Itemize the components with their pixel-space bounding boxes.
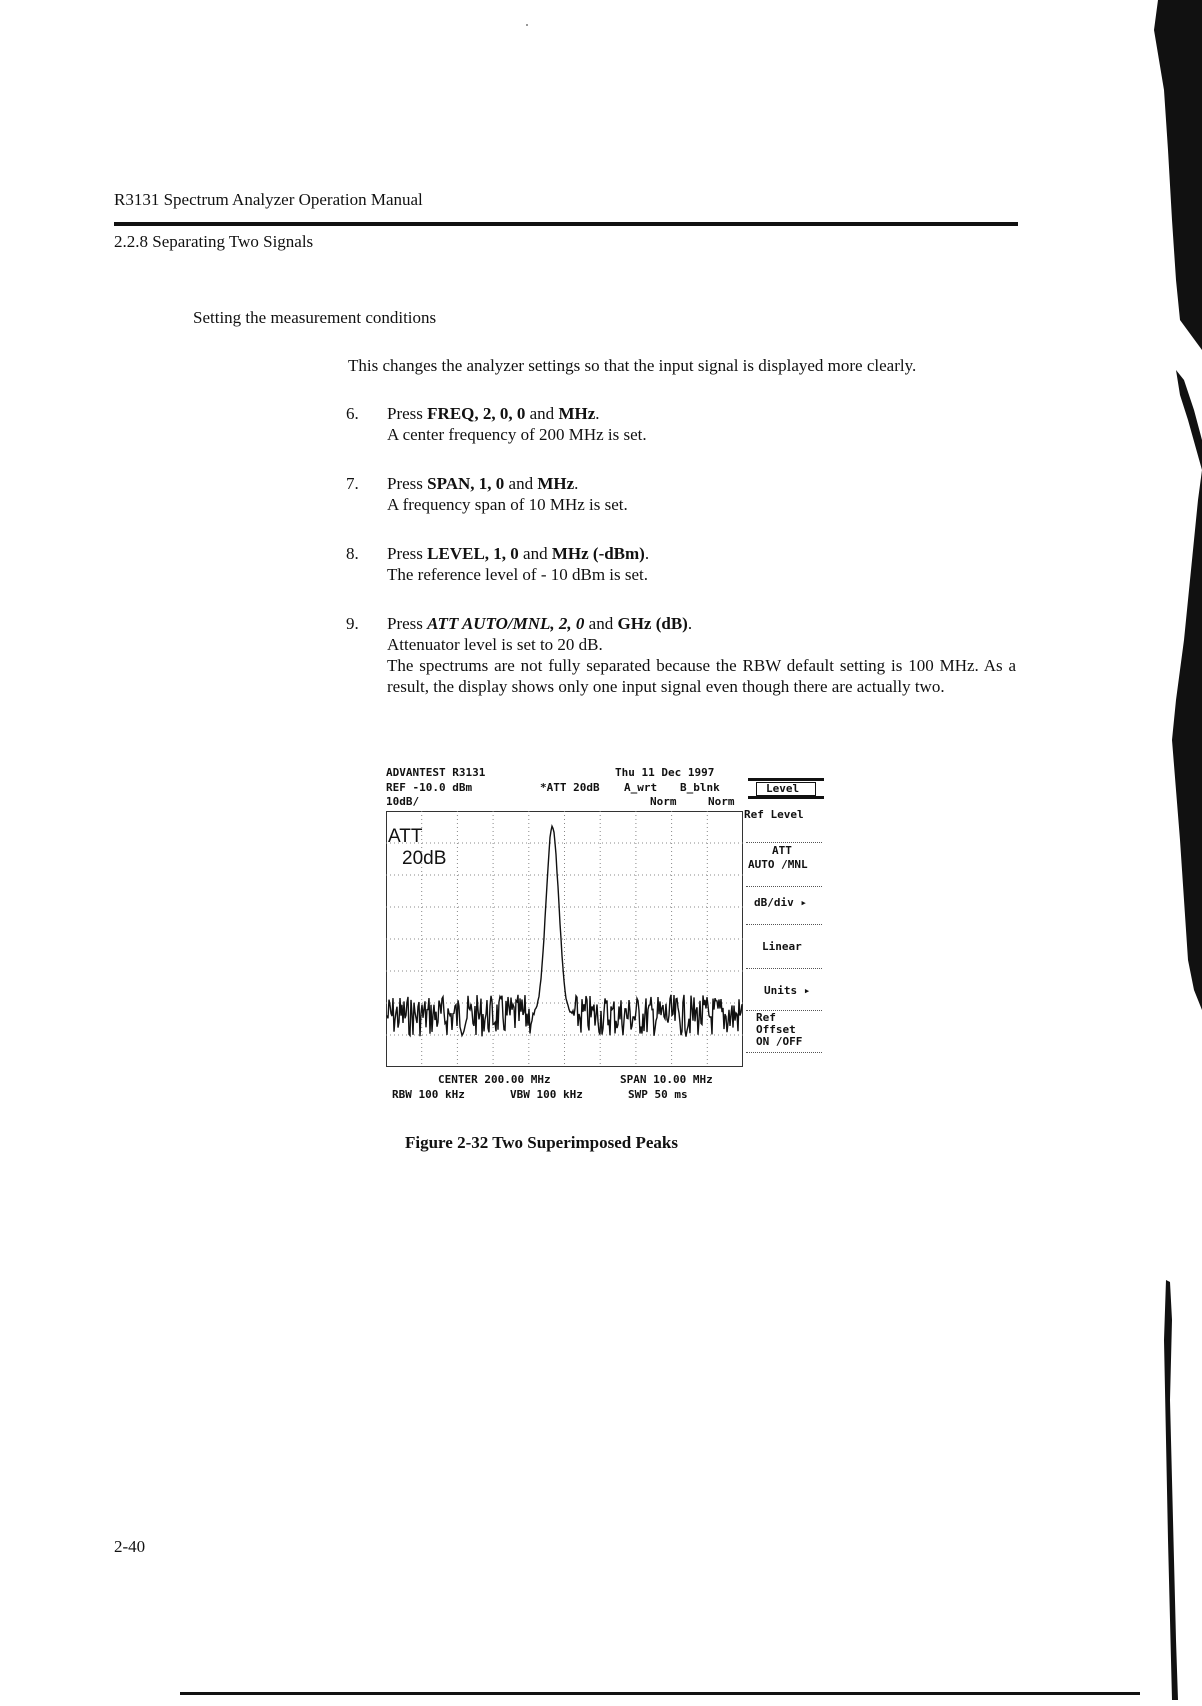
softkey-ref-offset-line1[interactable]: Ref bbox=[756, 1011, 776, 1024]
step-number: 6. bbox=[346, 404, 359, 423]
step-8 bbox=[346, 543, 1016, 585]
scan-edge-shadow bbox=[1092, 0, 1202, 1706]
step-text: . bbox=[574, 474, 579, 493]
att-overlay-label: ATT bbox=[388, 826, 423, 847]
menu-title: Level bbox=[766, 782, 800, 795]
step-description: A frequency span of 10 MHz is set. bbox=[387, 495, 628, 514]
screen-rbw: RBW 100 kHz bbox=[392, 1088, 465, 1101]
key-sequence: FREQ, 2, 0, 0 bbox=[427, 404, 526, 423]
section-title: 2.2.8 Separating Two Signals bbox=[114, 232, 314, 251]
menu-rule bbox=[748, 796, 824, 799]
softkey-divider bbox=[746, 1052, 822, 1054]
key-sequence: ATT AUTO/MNL, 2, 0 bbox=[427, 614, 585, 633]
bottom-scan-edge bbox=[180, 1692, 1140, 1695]
key-sequence: LEVEL, 1, 0 bbox=[427, 544, 519, 563]
softkey-ref-level[interactable]: Ref Level bbox=[744, 808, 804, 821]
step-text: and bbox=[504, 474, 538, 493]
step-text: Press bbox=[387, 474, 428, 493]
screen-center: CENTER 200.00 MHz bbox=[438, 1073, 551, 1086]
key-unit: MHz (-dBm) bbox=[551, 544, 645, 563]
screen-date: Thu 11 Dec 1997 bbox=[615, 766, 715, 779]
softkey-divider bbox=[746, 924, 822, 926]
intro-paragraph: This changes the analyzer settings so that the input signal is displayed more clearly. bbox=[348, 356, 917, 375]
softkey-divider bbox=[746, 886, 822, 888]
softkey-ref-offset-line3[interactable]: ON /OFF bbox=[756, 1035, 803, 1048]
page-number: 2-40 bbox=[114, 1537, 146, 1556]
step-6 bbox=[346, 403, 1016, 445]
key-unit: MHz bbox=[558, 404, 596, 423]
screen-span: SPAN 10.00 MHz bbox=[620, 1073, 713, 1086]
softkey-att[interactable]: ATT bbox=[772, 844, 792, 857]
figure-caption: Figure 2-32 Two Superimposed Peaks bbox=[405, 1133, 678, 1152]
key-unit: MHz bbox=[537, 474, 575, 493]
step-description: The reference level of - 10 dBm is set. bbox=[387, 565, 649, 584]
step-explanation: The spectrums are not fully separated because the RBW default setting is 100 MHz. As a result, the display shows only one input signal even though there are actually two. bbox=[387, 656, 1016, 696]
softkey-ref-offset-line2[interactable]: Offset bbox=[756, 1023, 796, 1036]
screen-trace-b: B_blnk bbox=[680, 781, 720, 794]
screen-norm-a: Norm bbox=[650, 795, 677, 808]
screen-swp: SWP 50 ms bbox=[628, 1088, 688, 1101]
step-text: . bbox=[687, 614, 693, 633]
manual-title: R3131 Spectrum Analyzer Operation Manual bbox=[114, 190, 423, 209]
softkey-att-mode[interactable]: AUTO /MNL bbox=[748, 858, 808, 871]
screen-vbw: VBW 100 kHz bbox=[510, 1088, 583, 1101]
screen-norm-b: Norm bbox=[708, 795, 735, 808]
step-text: . bbox=[595, 404, 600, 423]
step-text: . bbox=[644, 544, 650, 563]
step-text: and bbox=[525, 404, 559, 423]
softkey-linear[interactable]: Linear bbox=[762, 940, 802, 953]
screen-att: *ATT 20dB bbox=[540, 781, 600, 794]
step-9 bbox=[346, 613, 1016, 697]
screen-ref-level: REF -10.0 dBm bbox=[386, 781, 473, 794]
screen-brand: ADVANTEST R3131 bbox=[386, 766, 486, 779]
step-number: 7. bbox=[346, 474, 359, 493]
key-unit: GHz (dB) bbox=[617, 614, 688, 633]
subheading: Setting the measurement conditions bbox=[193, 308, 437, 327]
step-description: A center frequency of 200 MHz is set. bbox=[387, 425, 647, 444]
key-sequence: SPAN, 1, 0 bbox=[427, 474, 505, 493]
att-overlay-value: 20dB bbox=[402, 848, 447, 869]
step-number: 9. bbox=[346, 614, 359, 633]
softkey-db-div[interactable]: dB/div ▸ bbox=[754, 896, 807, 909]
softkey-menu bbox=[742, 778, 828, 1060]
step-text: Press bbox=[387, 544, 428, 563]
step-7 bbox=[346, 473, 1016, 515]
step-text: Press bbox=[387, 404, 428, 423]
step-text: and bbox=[518, 544, 552, 563]
step-number: 8. bbox=[346, 544, 359, 563]
screen-trace-a: A_wrt bbox=[624, 781, 658, 794]
scan-dot bbox=[526, 24, 528, 26]
softkey-divider bbox=[746, 968, 822, 970]
step-text: and bbox=[584, 614, 618, 633]
menu-rule bbox=[748, 778, 824, 781]
step-description: Attenuator level is set to 20 dB. bbox=[387, 635, 603, 654]
header-rule bbox=[114, 222, 1018, 226]
screen-scale: 10dB/ bbox=[386, 795, 420, 808]
softkey-units[interactable]: Units ▸ bbox=[764, 984, 811, 997]
step-text: Press bbox=[387, 614, 428, 633]
